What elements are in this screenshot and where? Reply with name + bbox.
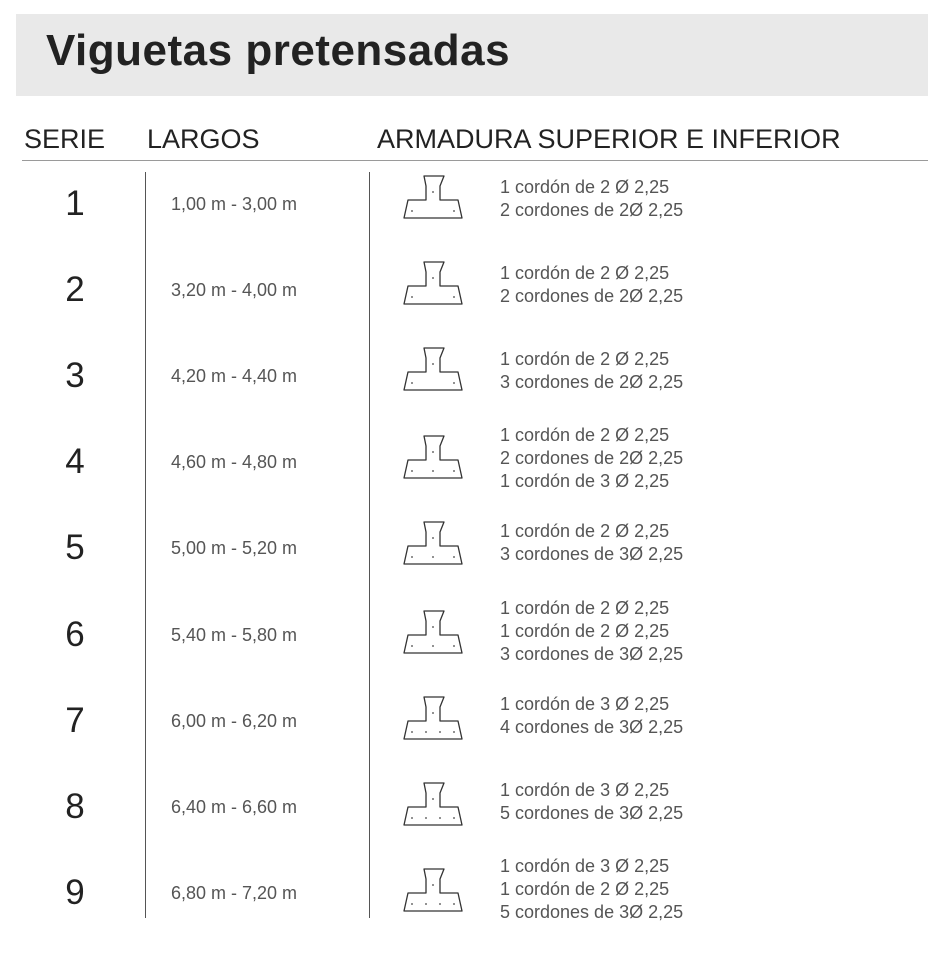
armadura-line: 1 cordón de 2 Ø 2,25 [500,349,670,369]
table-row [0,425,928,520]
armadura-line: 1 cordón de 3 Ø 2,25 [500,471,670,491]
header-divider [22,160,928,161]
page-title: Viguetas pretensadas [46,26,511,75]
serie-number: 3 [65,356,85,395]
beam-section-icon [402,520,464,570]
title-bar [16,14,928,96]
armadura-line: 3 cordones de 3Ø 2,25 [500,544,684,564]
armadura-list [500,424,683,493]
serie-number: 9 [65,873,85,912]
table-row [0,262,928,348]
armadura-list [500,779,683,825]
serie-number: 7 [65,701,85,740]
armadura-line: 3 cordones de 3Ø 2,25 [500,644,684,664]
armadura-line: 1 cordón de 2 Ø 2,25 [500,263,670,283]
armadura-line: 5 cordones de 3Ø 2,25 [500,902,684,922]
armadura-list [500,855,683,924]
armadura-line: 4 cordones de 3Ø 2,25 [500,717,684,737]
serie-number: 4 [65,442,85,481]
beam-section-icon [402,174,464,224]
armadura-line: 1 cordón de 2 Ø 2,25 [500,425,670,445]
largo-range: 1,00 m - 3,00 m [171,194,298,214]
table-row [0,520,928,606]
beam-section-icon [402,260,464,310]
armadura-list [500,348,683,394]
armadura-list [500,262,683,308]
beam-section-icon [402,609,464,659]
armadura-line: 5 cordones de 3Ø 2,25 [500,803,684,823]
beam-section-icon [402,434,464,484]
armadura-line: 1 cordón de 3 Ø 2,25 [500,780,670,800]
armadura-line: 2 cordones de 2Ø 2,25 [500,286,684,306]
largo-range: 5,00 m - 5,20 m [171,538,298,558]
serie-number: 1 [65,184,85,223]
table-row [0,598,928,693]
armadura-line: 2 cordones de 2Ø 2,25 [500,200,684,220]
table-row [0,176,928,262]
largo-range: 4,60 m - 4,80 m [171,452,298,472]
serie-number: 8 [65,787,85,826]
table-row [0,693,928,779]
largo-range: 6,80 m - 7,20 m [171,883,298,903]
armadura-list [500,176,683,222]
table-row [0,779,928,865]
beam-section-icon [402,781,464,831]
armadura-line: 1 cordón de 2 Ø 2,25 [500,177,670,197]
armadura-line: 1 cordón de 2 Ø 2,25 [500,521,670,541]
beam-section-icon [402,695,464,745]
column-header-serie: SERIE [24,124,106,154]
column-header-armadura: ARMADURA SUPERIOR E INFERIOR [377,124,841,154]
largo-range: 5,40 m - 5,80 m [171,625,298,645]
armadura-list [500,693,683,739]
table-row [0,348,928,434]
beam-section-icon [402,867,464,917]
serie-number: 5 [65,528,85,567]
armadura-line: 1 cordón de 3 Ø 2,25 [500,694,670,714]
serie-number: 2 [65,270,85,309]
largo-range: 6,00 m - 6,20 m [171,711,298,731]
armadura-line: 1 cordón de 2 Ø 2,25 [500,598,670,618]
armadura-line: 3 cordones de 2Ø 2,25 [500,372,684,392]
armadura-line: 1 cordón de 2 Ø 2,25 [500,621,670,641]
table-row [0,856,928,951]
armadura-line: 2 cordones de 2Ø 2,25 [500,448,684,468]
beam-section-icon [402,346,464,396]
armadura-line: 1 cordón de 3 Ø 2,25 [500,856,670,876]
armadura-list [500,597,683,666]
column-header-largos: LARGOS [147,124,260,154]
serie-number: 6 [65,615,85,654]
largo-range: 4,20 m - 4,40 m [171,366,298,386]
largo-range: 3,20 m - 4,00 m [171,280,298,300]
largo-range: 6,40 m - 6,60 m [171,797,298,817]
armadura-line: 1 cordón de 2 Ø 2,25 [500,879,670,899]
armadura-list [500,520,683,566]
